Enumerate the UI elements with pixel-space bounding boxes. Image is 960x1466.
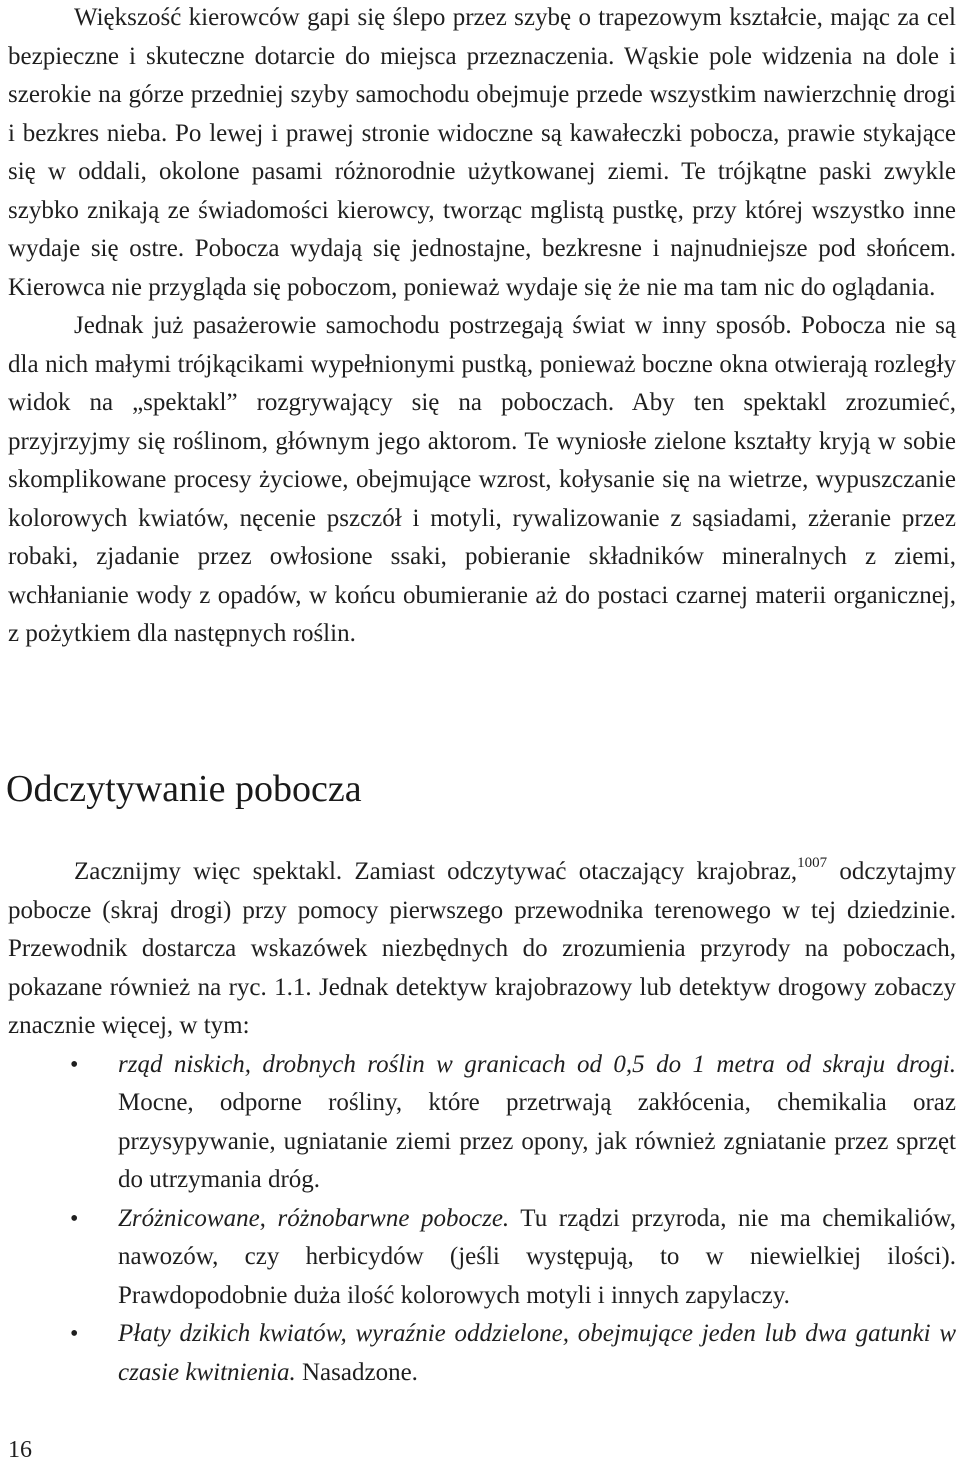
- section-heading: Odczytywanie pobocza: [6, 768, 362, 810]
- paragraph-2: Jednak już pasażerowie samochodu postrzegają świat w inny sposób. Pobocza nie są dla nich małymi trójkącikami wypełnionymi pustką, ponieważ boczne okna otwierają rozległy widok na „spektakl” rozgrywający się na poboczach. Aby ten spektakl zrozumieć, przyjrzyjmy się roślinom, głównym jego aktorom. Te wyniosłe zielone kształty kryją w sobie skomplikowane procesy życiowe, obejmujące wzrost, kołysanie się na wietrze, wypuszczanie kolorowych kwiatów, nęcenie pszczół i motyli, rywalizowanie z sąsiadami, zżeranie przez robaki, zjadanie przez owłosione ssaki, pobieranie składników mineralnych z ziemi, wchłanianie wody z opadów, w końcu obumieranie aż do postaci czarnej materii organicznej, z pożytkiem dla następnych roślin.: [8, 312, 956, 647]
- paragraph-1: Większość kierowców gapi się ślepo przez szybę o trapezowym kształcie, mając za cel bezpieczne i skuteczne dotarcie do miejsca przeznaczenia. Wąskie pole widzenia na dole i szerokie na górze przedniej szyby samochodu obejmuje przede wszystkim nawierzchnię drogi i bezkres nieba. Po lewej i prawej stronie widoczne są kawałeczki pobocza, prawie stykające się w oddali, okolone pasami różnorodnie użytkowanej ziemi. Te trójkątne paski zwykle szybko znikają ze świadomości kierowcy, tworząc mglistą pustkę, przy której wszystko inne wydaje się ostre. Pobocza wydają się jednostajne, bezkresne i najnudniejsze pod słońcem. Kierowca nie przygląda się poboczom, ponieważ wydaje się że nie ma tam nic do oglądania.: [8, 4, 956, 301]
- bullet-list: [8, 1046, 956, 1393]
- list-item-text: Mocne, odporne rośliny, które przetrwają zakłócenia, chemikalia oraz przysypywanie, ugniatanie ziemi przez opony, jak również zgniatanie przez sprzęt do utrzymania dróg.: [118, 1089, 956, 1193]
- paragraph-3: [8, 853, 956, 1046]
- page-number: 16: [8, 1437, 32, 1463]
- list-item: [8, 1200, 956, 1316]
- bullet-icon: •: [70, 1051, 79, 1078]
- bullet-icon: •: [70, 1205, 79, 1232]
- list-item: [8, 1315, 956, 1392]
- paragraph-3-start: Zacznijmy więc spektakl. Zamiast odczytywać otaczający krajobraz,: [74, 858, 798, 885]
- list-item: [8, 1046, 956, 1200]
- list-item-text: Nasadzone.: [295, 1358, 418, 1386]
- body-text-section-2: [8, 853, 956, 1392]
- list-item-text: Tu rządzi przyroda, nie ma chemikaliów, nawozów, czy herbicydów (jeśli występują, to w niewielkiej ilości). Prawdopodobnie duża ilość kolorowych motyli i innych zapylaczy.: [118, 1204, 956, 1309]
- paragraph-3-rest: odczytajmy pobocze (skraj drogi) przy pomocy pierwszego przewodnika terenowego w tej dziedzinie. Przewodnik dostarcza wskazówek niezbędnych do zrozumienia przyrody na poboczach, pokazane również na ryc. 1.1. Jednak detektyw krajobrazowy lub detektyw drogowy zobaczy znacznie więcej, w tym:: [8, 858, 956, 1039]
- list-item-italic-lead: Zróżnicowane, różnobarwne pobocze.: [118, 1204, 510, 1232]
- list-item-italic-lead: rząd niskich, drobnych roślin w granicach od 0,5 do 1 metra od skraju drogi.: [118, 1050, 956, 1078]
- body-text-section-1: [8, 0, 956, 654]
- list-item-italic-lead: Płaty dzikich kwiatów, wyraźnie oddzielone, obejmujące jeden lub dwa gatunki w czasie kwitnienia.: [118, 1320, 956, 1386]
- footnote-reference: 1007: [797, 855, 828, 871]
- bullet-icon: •: [70, 1321, 79, 1347]
